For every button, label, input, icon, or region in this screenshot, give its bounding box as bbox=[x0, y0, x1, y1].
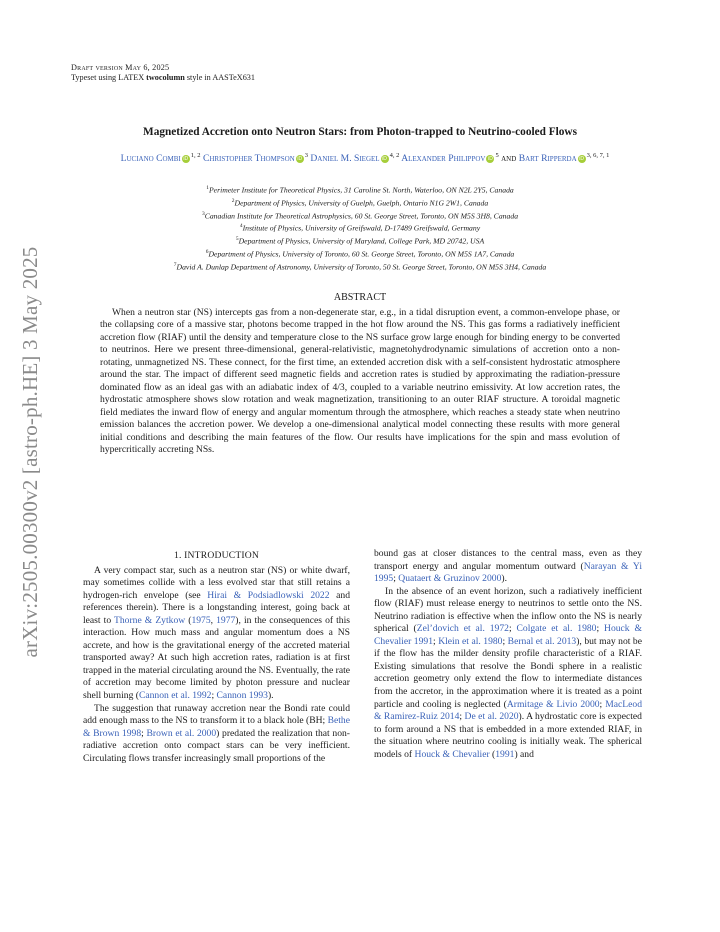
citation-link[interactable]: Houck & Chevalier 1991 bbox=[374, 623, 642, 647]
affiliation bbox=[0, 260, 720, 273]
arxiv-stamp[interactable]: arXiv:2505.00300v2 [astro-ph.HE] 3 May 2025 bbox=[18, 246, 42, 658]
citation-link[interactable]: 1991 bbox=[495, 748, 515, 760]
author-name[interactable]: Daniel M. Siegel bbox=[310, 153, 380, 165]
affiliation bbox=[0, 247, 720, 260]
author-affiliation-marker: 3 bbox=[304, 152, 308, 159]
affiliation-text: Department of Physics, University of Toronto, 60 St. George Street, Toronto, ON M5S 1A7, Canada bbox=[208, 249, 515, 259]
paragraph: A very compact star, such as a neutron star (NS) or white dwarf, may sometimes collide with a less evolved star that still retains a hydrogen-rich envelope (see Hirai & Podsiadlowski 2022 and references therein). There is a longstanding interest, going back at least to Thorne & Zytkow (1975, 1977), in the consequences of this interaction. How much mass and angular momentum does a NS accrete, and how is the gravitational energy of the accreted material transported away? At such high accretion rates, radiation is at first trapped in the material circulating around the NS. Eventually, the rate of accretion may become limited by photon pressure and nuclear shell burning (Cannon et al. 1992; Cannon 1993). bbox=[83, 564, 350, 702]
affiliation-number: 4 bbox=[239, 223, 243, 230]
author-name[interactable]: Bart Ripperda bbox=[518, 153, 577, 165]
affiliation bbox=[0, 196, 720, 209]
affiliation-number: 5 bbox=[235, 236, 239, 243]
affiliation-number: 7 bbox=[173, 261, 177, 268]
author-affiliation-marker: 1, 2 bbox=[190, 152, 201, 159]
paragraph: The suggestion that runaway accretion near the Bondi rate could add enough mass to the NS to transform it to a black hole (BH; Bethe & Brown 1998; Brown et al. 2000) predated the realization that non-radiative accretion onto compact stars can be very inefficient. Circulating flows transfer increasingly small proportions of the bbox=[83, 702, 350, 764]
citation-link[interactable]: Brown et al. 2000 bbox=[146, 727, 217, 739]
orcid-icon[interactable]: iD bbox=[183, 156, 189, 163]
authors-and: and bbox=[498, 153, 519, 165]
paragraph: bound gas at closer distances to the central mass, even as they transport energy and angular momentum outward (Narayan & Yi 1995; Quataert & Gruzinov 2000). bbox=[374, 548, 642, 585]
author-name[interactable]: Christopher Thompson bbox=[202, 153, 295, 165]
left-column bbox=[83, 550, 350, 765]
affiliation-number: 6 bbox=[205, 248, 209, 255]
orcid-icon[interactable]: iD bbox=[579, 156, 584, 163]
draft-header bbox=[71, 63, 255, 83]
affiliation bbox=[0, 209, 720, 222]
citation-link[interactable]: Colgate et al. 1980 bbox=[516, 623, 597, 635]
affiliation-text: Department of Physics, University of Guelph, Guelph, Ontario N1G 2W1, Canada bbox=[234, 198, 489, 208]
abstract-heading: ABSTRACT bbox=[333, 292, 387, 303]
orcid-icon[interactable]: iD bbox=[382, 156, 387, 163]
paragraph: In the absence of an event horizon, such a radiatively inefficient flow (RIAF) must release energy to neutrinos to settle onto the NS. Neutrino radiation is effective when the inflow onto the NS is nearly spherical (Zel’dovich et al. 1972; Colgate et al. 1980; Houck & Chevalier 1991; Klein et al. 1980; Bernal et al. 2013), but may not be if the flow has the milder density profile characteristic of a RIAF. Existing simulations that resolve the Bondi sphere in a realistic accretion geometry only extend the flow to intermediate distances from the accretor, in the approximation where it is treated as a point particle and cooling is neglected (Armitage & Livio 2000; MacLeod & Ramirez-Ruiz 2014; De et al. 2020). A hydrostatic core is expected to form around a NS that is embedded in a more extended RIAF, in the situation where neutrino cooling is initially weak. The spherical models of Houck & Chevalier (1991) and bbox=[374, 585, 642, 760]
affiliation-number: 2 bbox=[231, 197, 235, 204]
affiliation-text: Institute of Physics, University of Greifswald, D-17489 Greifswald, Germany bbox=[242, 223, 481, 233]
citation-link[interactable]: Klein et al. 1980 bbox=[438, 635, 503, 647]
orcid-icon[interactable]: iD bbox=[297, 156, 303, 163]
citation-link[interactable]: Zel’dovich et al. 1972 bbox=[416, 623, 509, 635]
draft-line: Draft version May 6, 2025 bbox=[71, 63, 170, 72]
citation-link[interactable]: Thorne & Zytkow bbox=[114, 614, 186, 626]
citation-link[interactable]: Cannon 1993 bbox=[216, 690, 268, 702]
author-affiliation-marker: 4, 2 bbox=[389, 152, 400, 159]
latex-logo: LATEX bbox=[118, 73, 145, 82]
affiliation-text: Perimeter Institute for Theoretical Physics, 31 Caroline St. North, Waterloo, ON N2L 2Y5, Canada bbox=[208, 185, 514, 195]
author-name[interactable]: Luciano Combi bbox=[120, 153, 181, 165]
citation-link[interactable]: Bethe & Brown 1998 bbox=[83, 715, 350, 739]
section-heading-introduction: 1. INTRODUCTION bbox=[173, 550, 260, 561]
orcid-icon[interactable]: iD bbox=[488, 156, 493, 163]
affiliation-text: Canadian Institute for Theoretical Astrophysics, 60 St. George Street, Toronto, ON M5S 3H8, Canada bbox=[204, 211, 519, 221]
citation-link[interactable]: Hirai & Podsiadlowski 2022 bbox=[207, 589, 330, 601]
citation-link[interactable]: Armitage & Livio 2000 bbox=[506, 698, 600, 710]
paper-title: Magnetized Accretion onto Neutron Stars: from Photon-trapped to Neutrino-cooled Flows bbox=[143, 126, 577, 138]
affiliation-number: 3 bbox=[201, 210, 205, 217]
affiliation bbox=[0, 221, 720, 234]
abstract-text: When a neutron star (NS) intercepts gas from a non-degenerate star, e.g., in a tidal disruption event, a common-envelope phase, or the collapsing core of a massive star, photons become trapped in the hot flow around the NS. This gas forms a radiatively inefficient accretion flow (RIAF) until the density and temperature close to the NS surface grow large enough for binding energy to be converted to neutrinos. Here we present three-dimensional, general-relativistic, magnetohydrodynamic simulations of accretion onto a non-rotating, unmagnetized NS. These connect, for the first time, an extended accretion disk with a self-consistent hydrostatic atmosphere around the star. The impact of different seed magnetic fields and accretion rates is studied by approximating the radiation-pressure dominated flow as an ideal gas with an adiabatic index of 4/3, coupled to a variable neutrino emissivity. At low accretion rates, the hydrostatic atmosphere shows slow rotation and weak magnetization, transitioning to an outer RIAF structure. A toroidal magnetic field mediates the inward flow of energy and angular momentum through the atmosphere, which reaches a steady state when neutrino emission balances the accretion power. We develop a one-dimensional analytical model connecting these results with more general initial conditions and describing the main features of the flow. Our results have implications for the spin and mass evolution of hypercritically accreting NSs. bbox=[100, 307, 620, 455]
citation-link[interactable]: Cannon et al. 1992 bbox=[138, 690, 212, 702]
citation-link[interactable]: Houck & Chevalier bbox=[414, 748, 490, 760]
citation-link[interactable]: Narayan & Yi 1995 bbox=[374, 560, 642, 585]
affiliation-text: Department of Physics, University of Maryland, College Park, MD 20742, USA bbox=[238, 236, 485, 246]
author-affiliation-marker: 5 bbox=[495, 152, 499, 159]
citation-link[interactable]: De et al. 2020 bbox=[464, 711, 519, 723]
author-list bbox=[80, 149, 650, 165]
citation-link[interactable]: 1977 bbox=[216, 614, 236, 626]
citation-link[interactable]: MacLeod & Ramirez-Ruiz 2014 bbox=[374, 698, 642, 723]
affiliation-number: 1 bbox=[206, 185, 209, 191]
affiliation-text: David A. Dunlap Department of Astronomy, University of Toronto, 50 St. George Street, Toronto, ON M5S 3H4, Canada bbox=[176, 262, 547, 272]
typeset-line: Typeset using LATEX twocolumn style in AASTeX631 bbox=[71, 73, 255, 82]
citation-link[interactable]: Quataert & Gruzinov 2000 bbox=[398, 573, 502, 585]
right-column bbox=[374, 548, 642, 761]
citation-link[interactable]: Bernal et al. 2013 bbox=[507, 635, 577, 647]
author-name[interactable]: Alexander Philippov bbox=[401, 153, 486, 165]
affiliation bbox=[0, 234, 720, 247]
citation-link[interactable]: 1975 bbox=[191, 614, 211, 626]
author-affiliation-marker: 3, 6, 7, 1 bbox=[586, 152, 610, 159]
affiliation-list bbox=[0, 183, 720, 272]
affiliation bbox=[0, 183, 720, 196]
